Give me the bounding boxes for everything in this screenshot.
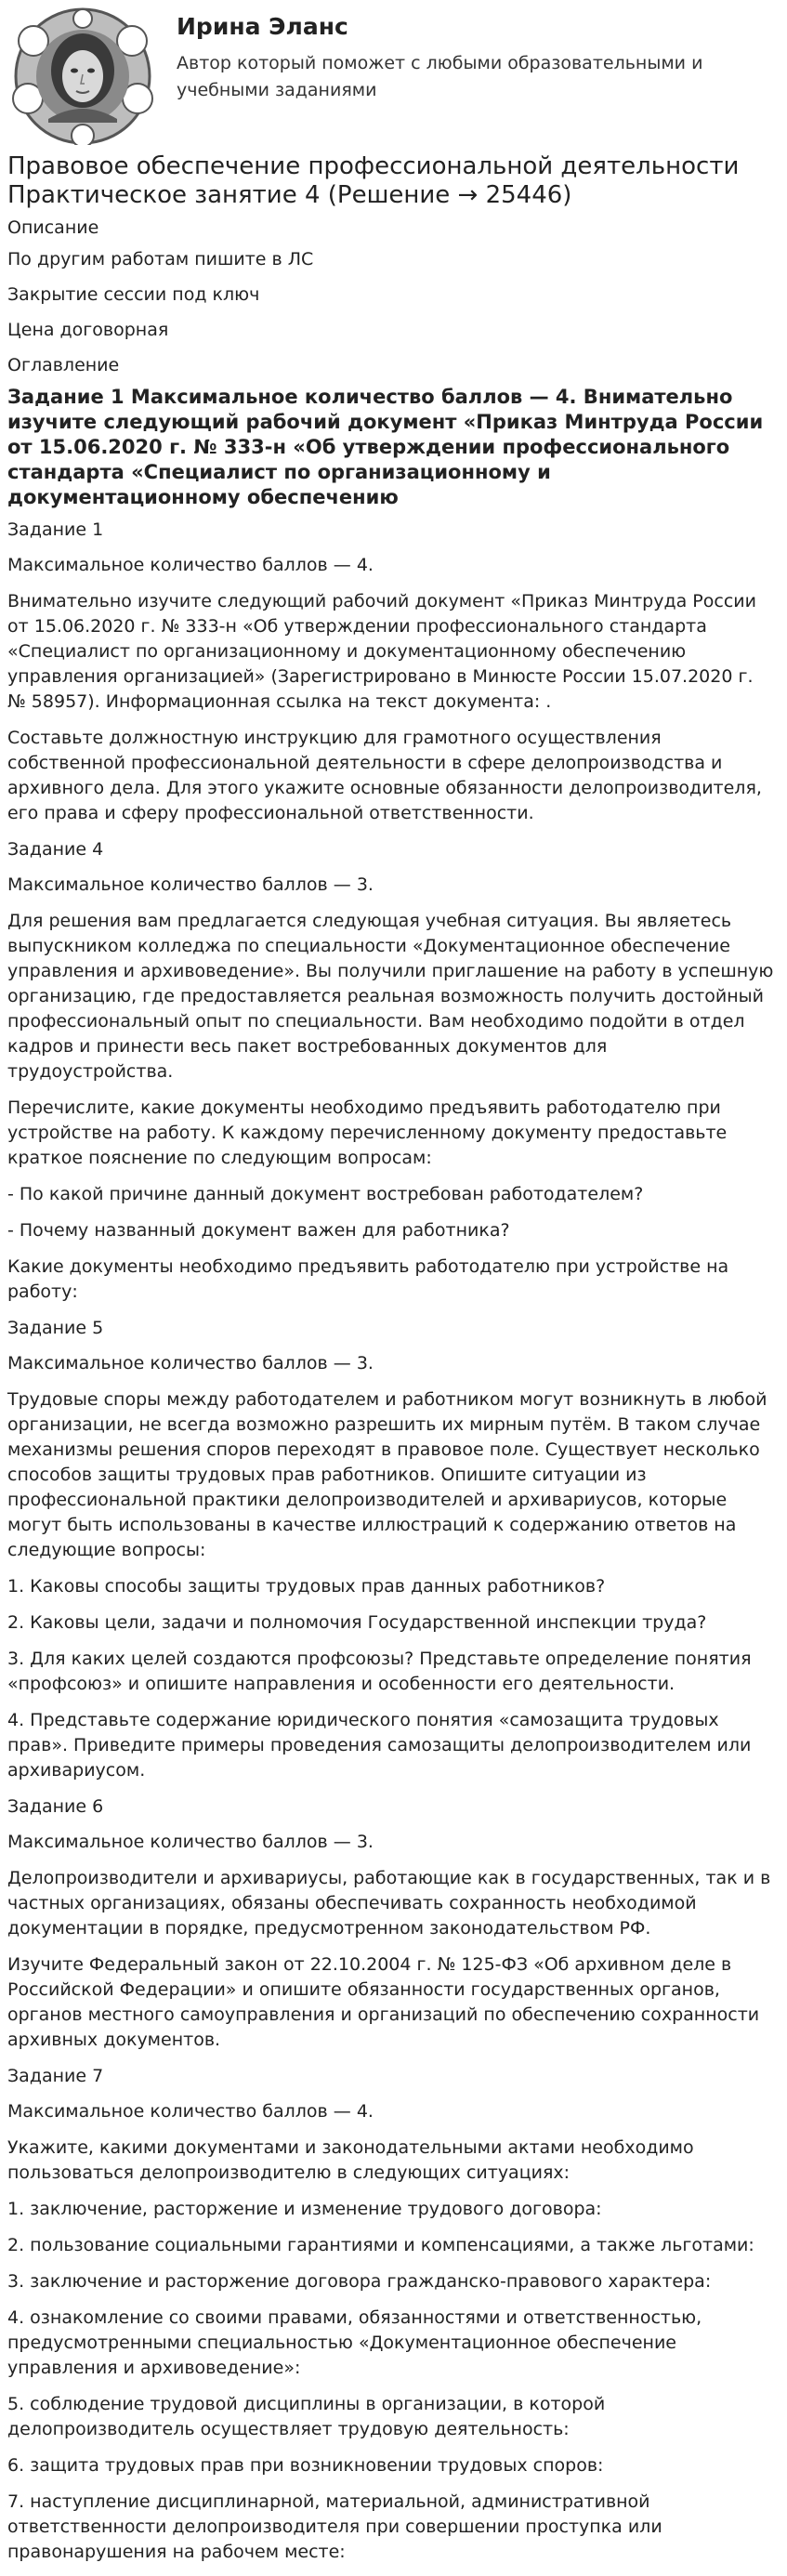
task-paragraph: 3. заключение и расторжение договора гражданско-правового характера: <box>7 2271 712 2292</box>
task-paragraph: Максимальное количество баллов — 3. <box>7 1353 374 1373</box>
task-paragraph: Какие документы необходимо предъявить работодателю при устройстве на работу: <box>7 1256 729 1302</box>
description-line: Закрытие сессии под ключ <box>7 284 260 305</box>
description-label: Описание <box>7 217 99 238</box>
author-name[interactable]: Ирина Эланс <box>177 13 348 40</box>
task-label: Задание 5 <box>7 1318 104 1338</box>
task-paragraph: 7. наступление дисциплинарной, материальной, административной ответственности делопроизводителя при совершении проступка или правонарушения на рабочем месте: <box>7 2491 662 2562</box>
work-title: Правовое обеспечение профессиональной деятельности Практическое занятие 4 (Решение → 25446) <box>7 152 740 209</box>
task-label: Задание 1 <box>7 519 104 540</box>
task-paragraph: Максимальное количество баллов — 3. <box>7 874 374 895</box>
task-paragraph: 1. Каковы способы защиты трудовых прав данных работников? <box>7 1576 606 1597</box>
task-paragraph: Составьте должностную инструкцию для грамотного осуществления собственной профессиональной деятельности в сфере делопроизводства и архивного дела. Для этого укажите основные обязанности делопроизводителя, его права и сферу профессиональной ответственности. <box>7 728 762 823</box>
task-paragraph: 2. пользование социальными гарантиями и компенсациями, а также льготами: <box>7 2235 754 2255</box>
task-paragraph: Изучите Федеральный закон от 22.10.2004 г. № 125-ФЗ «Об архивном деле в Российской Федерации» и опишите обязанности государственных органов, органов местного самоуправления и организаций по обеспечению сохранности архивных документов. <box>7 1954 760 2050</box>
author-card <box>7 0 776 151</box>
author-avatar-photo-icon <box>7 7 158 145</box>
author-description: Автор который поможет с любыми образовательными и учебными заданиями <box>177 53 703 100</box>
description-line: По другим работам пишите в ЛС <box>7 249 314 269</box>
task-paragraph: Перечислите, какие документы необходимо предъявить работодателю при устройстве на работу. К каждому перечисленному документу предоставьте краткое пояснение по следующим вопросам: <box>7 1097 728 1168</box>
task-section <box>7 1794 776 2053</box>
task-section <box>7 1316 776 1783</box>
task-paragraph: 4. Представьте содержание юридического понятия «самозащита трудовых прав». Приведите примеры проведения самозащиты делопроизводителем или архивариусом. <box>7 1710 752 1781</box>
toc-label: Оглавление <box>7 355 120 375</box>
task-section <box>7 837 776 1305</box>
task-paragraph: - Почему названный документ важен для работника? <box>7 1220 510 1241</box>
task-paragraph: 4. ознакомление со своими правами, обязанностями и ответственностью, предусмотренными специальностью «Документационное обеспечение управления и архивоведение»: <box>7 2307 702 2378</box>
task-section <box>7 2064 776 2565</box>
task-paragraph: Делопроизводители и архивариусы, работающие как в государственных, так и в частных организациях, обязаны обеспечивать сохранность необходимой документации в порядке, предусмотренном законодательством РФ. <box>7 1868 771 1939</box>
description-line: Цена договорная <box>7 320 169 340</box>
task-paragraph: 3. Для каких целей создаются профсоюзы? Представьте определение понятия «профсоюз» и опишите направления и особенности его деятельности. <box>7 1649 752 1694</box>
task-paragraph: - По какой причине данный документ востребован работодателем? <box>7 1184 644 1204</box>
task-paragraph: 5. соблюдение трудовой дисциплины в организации, в которой делопроизводитель осуществляет трудовую деятельность: <box>7 2394 606 2439</box>
task-label: Задание 7 <box>7 2066 104 2086</box>
task-paragraph: Для решения вам предлагается следующая учебная ситуация. Вы являетесь выпускником колледжа по специальности «Документационное обеспечение управления и архивоведение». Вы получили приглашение на работу в успешную организацию, где предоставляется реальная возможность получить достойный профессиональный опыт по специальности. Вам необходимо подойти в отдел кадров и принести весь пакет востребованных документов для трудоустройства. <box>7 911 774 1082</box>
task-paragraph: 2. Каковы цели, задачи и полномочия Государственной инспекции труда? <box>7 1612 707 1633</box>
toc-heading: Задание 1 Максимальное количество баллов — 4. Внимательно изучите следующий рабочий документ «Приказ Минтруда России от 15.06.2020 г. № 333-н «Об утверждении профессионального стандарта «Специалист по организационному и документационному обеспечению <box>7 386 764 508</box>
task-paragraph: Максимальное количество баллов — 3. <box>7 1832 374 1852</box>
description-lines <box>7 247 776 342</box>
author-avatar[interactable] <box>7 7 158 145</box>
task-label: Задание 4 <box>7 839 104 860</box>
task-paragraph: Максимальное количество баллов — 4. <box>7 2101 374 2122</box>
task-paragraph: Укажите, какими документами и законодательными актами необходимо пользоваться делопроизводителю в следующих ситуациях: <box>7 2137 694 2183</box>
task-paragraph: Внимательно изучите следующий рабочий документ «Приказ Минтруда России от 15.06.2020 г. № 333-н «Об утверждении профессионального стандарта «Специалист по организационному и документационному обеспечению управления организацией» (Зарегистрировано в Минюсте России 15.07.2020 г. № 58957). Информационная ссылка на текст документа: . <box>7 591 756 712</box>
task-paragraph: 1. заключение, расторжение и изменение трудового договора: <box>7 2199 602 2219</box>
task-paragraph: Максимальное количество баллов — 4. <box>7 555 374 575</box>
task-paragraph: 6. защита трудовых прав при возникновении трудовых споров: <box>7 2455 604 2476</box>
task-paragraph: Трудовые споры между работодателем и работником могут возникнуть в любой организации, не всегда возможно разрешить их мирным путём. В таком случае механизмы решения споров переходят в правовое поле. Существует несколько способов защиты трудовых прав работников. Опишите ситуации из профессиональной практики делопроизводителей и архивариусов, которые могут быть использованы в качестве иллюстраций к содержанию ответов на следующие вопросы: <box>7 1389 767 1560</box>
task-section <box>7 518 776 826</box>
tasks-list <box>7 518 776 2565</box>
author-info <box>177 7 753 104</box>
task-label: Задание 6 <box>7 1796 104 1817</box>
